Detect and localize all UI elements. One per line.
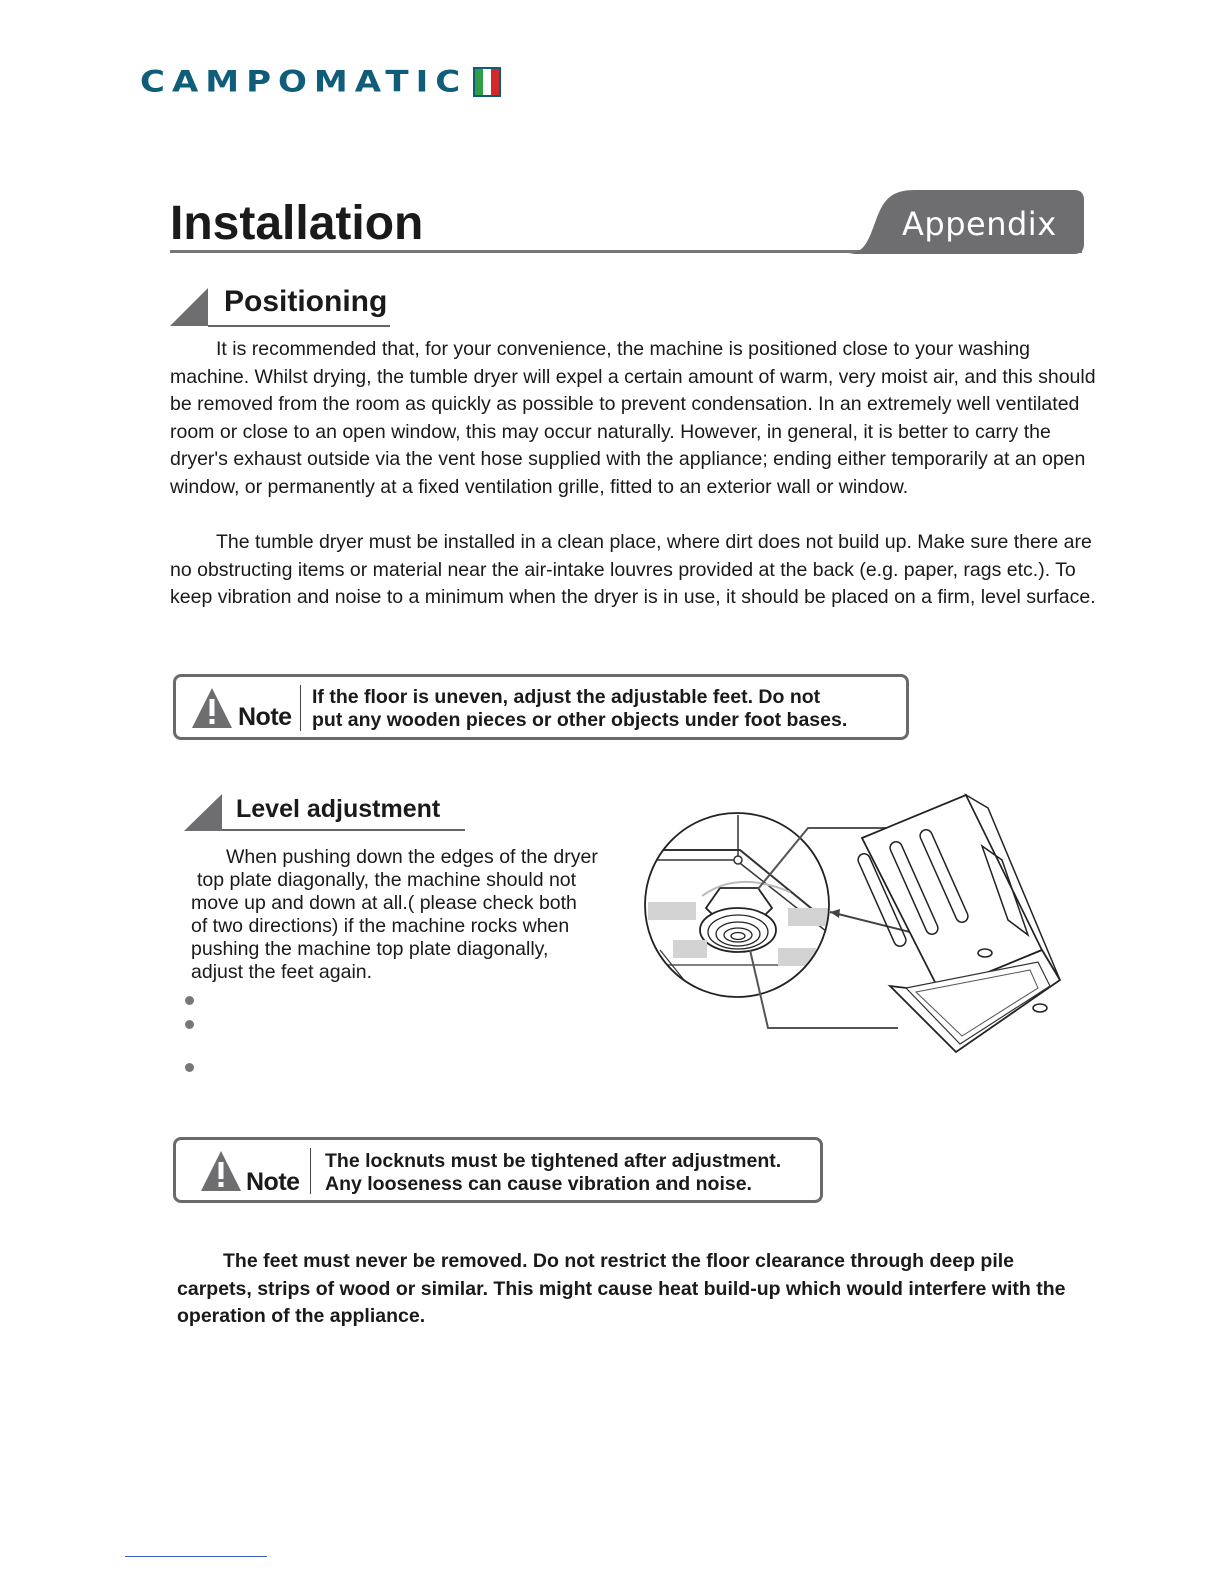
note-line: Any looseness can cause vibration and noise. <box>325 1173 752 1195</box>
text-line: of two directions) if the machine rocks when <box>191 915 570 937</box>
bullet-icon <box>185 1020 194 1029</box>
closing-paragraph: The feet must never be removed. Do not restrict the floor clearance through deep pile carpets, strips of wood or similar. This might cause heat build-up which would interfere with the operation of the appliance. <box>177 1250 1066 1328</box>
positioning-paragraph-1: It is recommended that, for your convenience, the machine is positioned close to your washing machine. Whilst drying, the tumble dryer will expel a certain amount of warm, very moist air, and this should be removed from the room as quickly as possible to prevent condensation. In an extremely well ventilated room or close to an open window, this may occur naturally. However, in general, it is better to carry the dryer's exhaust outside via the vent hose supplied with the appliance; ending either temporarily at an open window, or permanently at a fixed ventilation grille, fitted to an exterior wall or window. <box>170 338 1096 498</box>
section-heading-level-adjustment: Level adjustment <box>236 795 441 823</box>
brand-name: CAMPOMATIC <box>140 65 468 99</box>
section-rule <box>208 325 390 327</box>
note-divider <box>300 685 301 731</box>
note-line: The locknuts must be tightened after adjustment. <box>325 1150 782 1172</box>
warning-icon <box>200 1150 242 1192</box>
note-label: Note <box>238 703 292 731</box>
bullet-icon <box>185 1063 194 1072</box>
note-box-locknuts <box>173 1137 823 1203</box>
page-title: Installation <box>170 197 424 250</box>
text-line: adjust the feet again. <box>191 961 373 983</box>
note-box-floor <box>173 674 909 740</box>
text-line: pushing the machine top plate diagonally, <box>191 938 549 960</box>
section-triangle-icon <box>184 794 224 832</box>
dryer-feet-illustration <box>640 790 1070 1065</box>
note-label: Note <box>246 1168 300 1196</box>
level-adjustment-text <box>188 846 628 984</box>
note-text <box>312 686 902 732</box>
note-line: put any wooden pieces or other objects under foot bases. <box>312 709 848 731</box>
text-line: top plate diagonally, the machine should not <box>197 869 577 891</box>
note-text <box>325 1150 815 1196</box>
section-rule <box>222 829 465 831</box>
section-heading-positioning: Positioning <box>224 285 388 318</box>
positioning-paragraph-2: The tumble dryer must be installed in a clean place, where dirt does not build up. Make sure there are no obstructing items or material near the air-intake louvres provided at the back (e.g. paper, rags etc.). To keep vibration and noise to a minimum when the dryer is in use, it should be placed on a firm, level surface. <box>170 531 1096 609</box>
note-divider <box>310 1148 311 1194</box>
bullet-icon <box>185 996 194 1005</box>
appendix-label: Appendix <box>902 205 1057 243</box>
dryer-machine-drawing <box>856 795 1060 1052</box>
italian-flag-icon <box>473 67 501 97</box>
note-line: If the floor is uneven, adjust the adjustable feet. Do not <box>312 686 821 708</box>
footer-link-underline <box>125 1556 267 1557</box>
text-line: When pushing down the edges of the dryer <box>226 846 598 868</box>
foot-zoom-detail <box>640 790 850 1010</box>
text-line: move up and down at all.( please check both <box>191 892 577 914</box>
warning-icon <box>191 687 233 729</box>
brand-logo <box>140 62 501 102</box>
section-triangle-icon <box>170 288 210 328</box>
